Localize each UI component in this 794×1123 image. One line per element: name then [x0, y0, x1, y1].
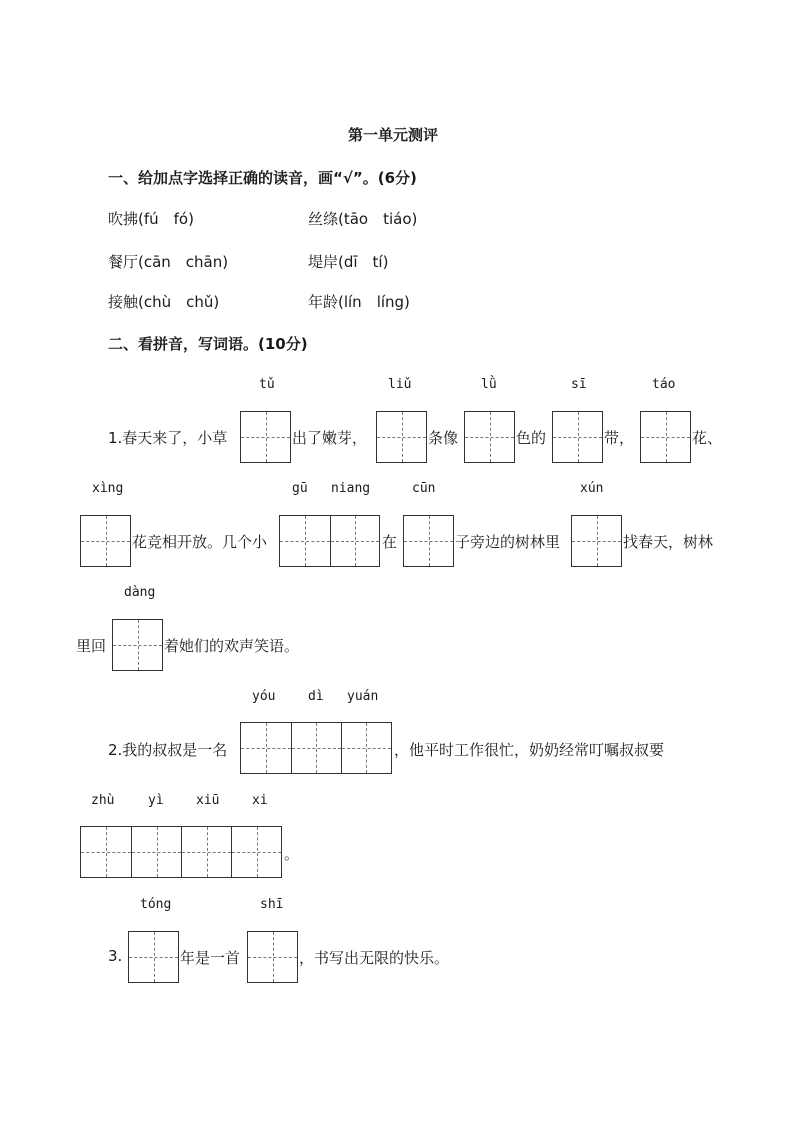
pinyin-label: cūn — [412, 481, 436, 496]
pinyin-label: sī — [571, 377, 587, 392]
question-text: ，他平时工作很忙，奶奶经常叮嘱叔叔要 — [394, 741, 665, 759]
writing-box[interactable] — [640, 411, 691, 463]
question-text: 出了嫩芽， — [292, 429, 368, 447]
question-text: 花竞相开放。几个小 — [132, 533, 268, 551]
pinyin-label: tǔ — [259, 377, 275, 392]
option-item[interactable]: 吹拂(fú fó) — [108, 210, 194, 228]
pinyin-label: lǜ — [481, 377, 497, 392]
pinyin-label: dì — [308, 689, 324, 704]
pinyin-label: gū — [292, 481, 308, 496]
question-text: 里回 — [76, 637, 107, 655]
writing-box[interactable] — [112, 619, 163, 671]
pinyin-label: xi — [252, 793, 268, 808]
pinyin-label: yì — [148, 793, 164, 808]
question-text: 年是一首 — [180, 949, 241, 967]
pinyin-label: yóu — [252, 689, 276, 704]
question-text: 条像 — [428, 429, 459, 447]
writing-box[interactable] — [552, 411, 603, 463]
question-text: 在 — [382, 533, 398, 551]
option-item[interactable]: 年龄(lín líng) — [308, 293, 410, 311]
pinyin-label: xiū — [196, 793, 220, 808]
pinyin-label: liǔ — [388, 377, 412, 392]
option-item[interactable]: 餐厅(cān chān) — [108, 253, 229, 271]
pinyin-label: xìng — [92, 481, 124, 496]
writing-box[interactable] — [376, 411, 427, 463]
writing-box[interactable] — [279, 515, 380, 567]
pinyin-label: tóng — [140, 897, 172, 912]
question-text: 子旁边的树林里 — [455, 533, 561, 551]
question-text: 1.春天来了，小草 — [108, 429, 228, 447]
question-text: 。 — [284, 845, 300, 863]
question-text: ，书写出无限的快乐。 — [299, 949, 450, 967]
question-text: 2.我的叔叔是一名 — [108, 741, 228, 759]
question-text: 色的 — [516, 429, 547, 447]
question-text: 着她们的欢声笑语。 — [164, 637, 300, 655]
option-item[interactable]: 堤岸(dī tí) — [308, 253, 389, 271]
writing-box[interactable] — [240, 722, 392, 774]
question-text: 找春天，树林 — [623, 533, 714, 551]
writing-box[interactable] — [571, 515, 622, 567]
question-text: 花、 — [692, 429, 723, 447]
pinyin-label: táo — [652, 377, 676, 392]
option-item[interactable]: 接触(chù chǔ) — [108, 293, 220, 311]
section2-heading: 二、看拼音，写词语。(10分) — [108, 335, 308, 353]
writing-box[interactable] — [403, 515, 454, 567]
writing-box[interactable] — [247, 931, 298, 983]
writing-box[interactable] — [80, 515, 131, 567]
pinyin-label: yuán — [347, 689, 379, 704]
writing-box[interactable] — [464, 411, 515, 463]
option-item[interactable]: 丝绦(tāo tiáo) — [308, 210, 418, 228]
writing-box[interactable] — [80, 826, 282, 878]
writing-box[interactable] — [128, 931, 179, 983]
question-text: 3. — [108, 947, 123, 965]
pinyin-label: zhù — [91, 793, 115, 808]
question-text: 带， — [604, 429, 635, 447]
section1-heading: 一、给加点字选择正确的读音，画“√”。(6分) — [108, 169, 417, 187]
pinyin-label: dàng — [124, 585, 156, 600]
pinyin-label: shī — [260, 897, 284, 912]
pinyin-label: xún — [580, 481, 604, 496]
page-title: 第一单元测评 — [348, 126, 439, 144]
writing-box[interactable] — [240, 411, 291, 463]
pinyin-label: niang — [331, 481, 371, 496]
